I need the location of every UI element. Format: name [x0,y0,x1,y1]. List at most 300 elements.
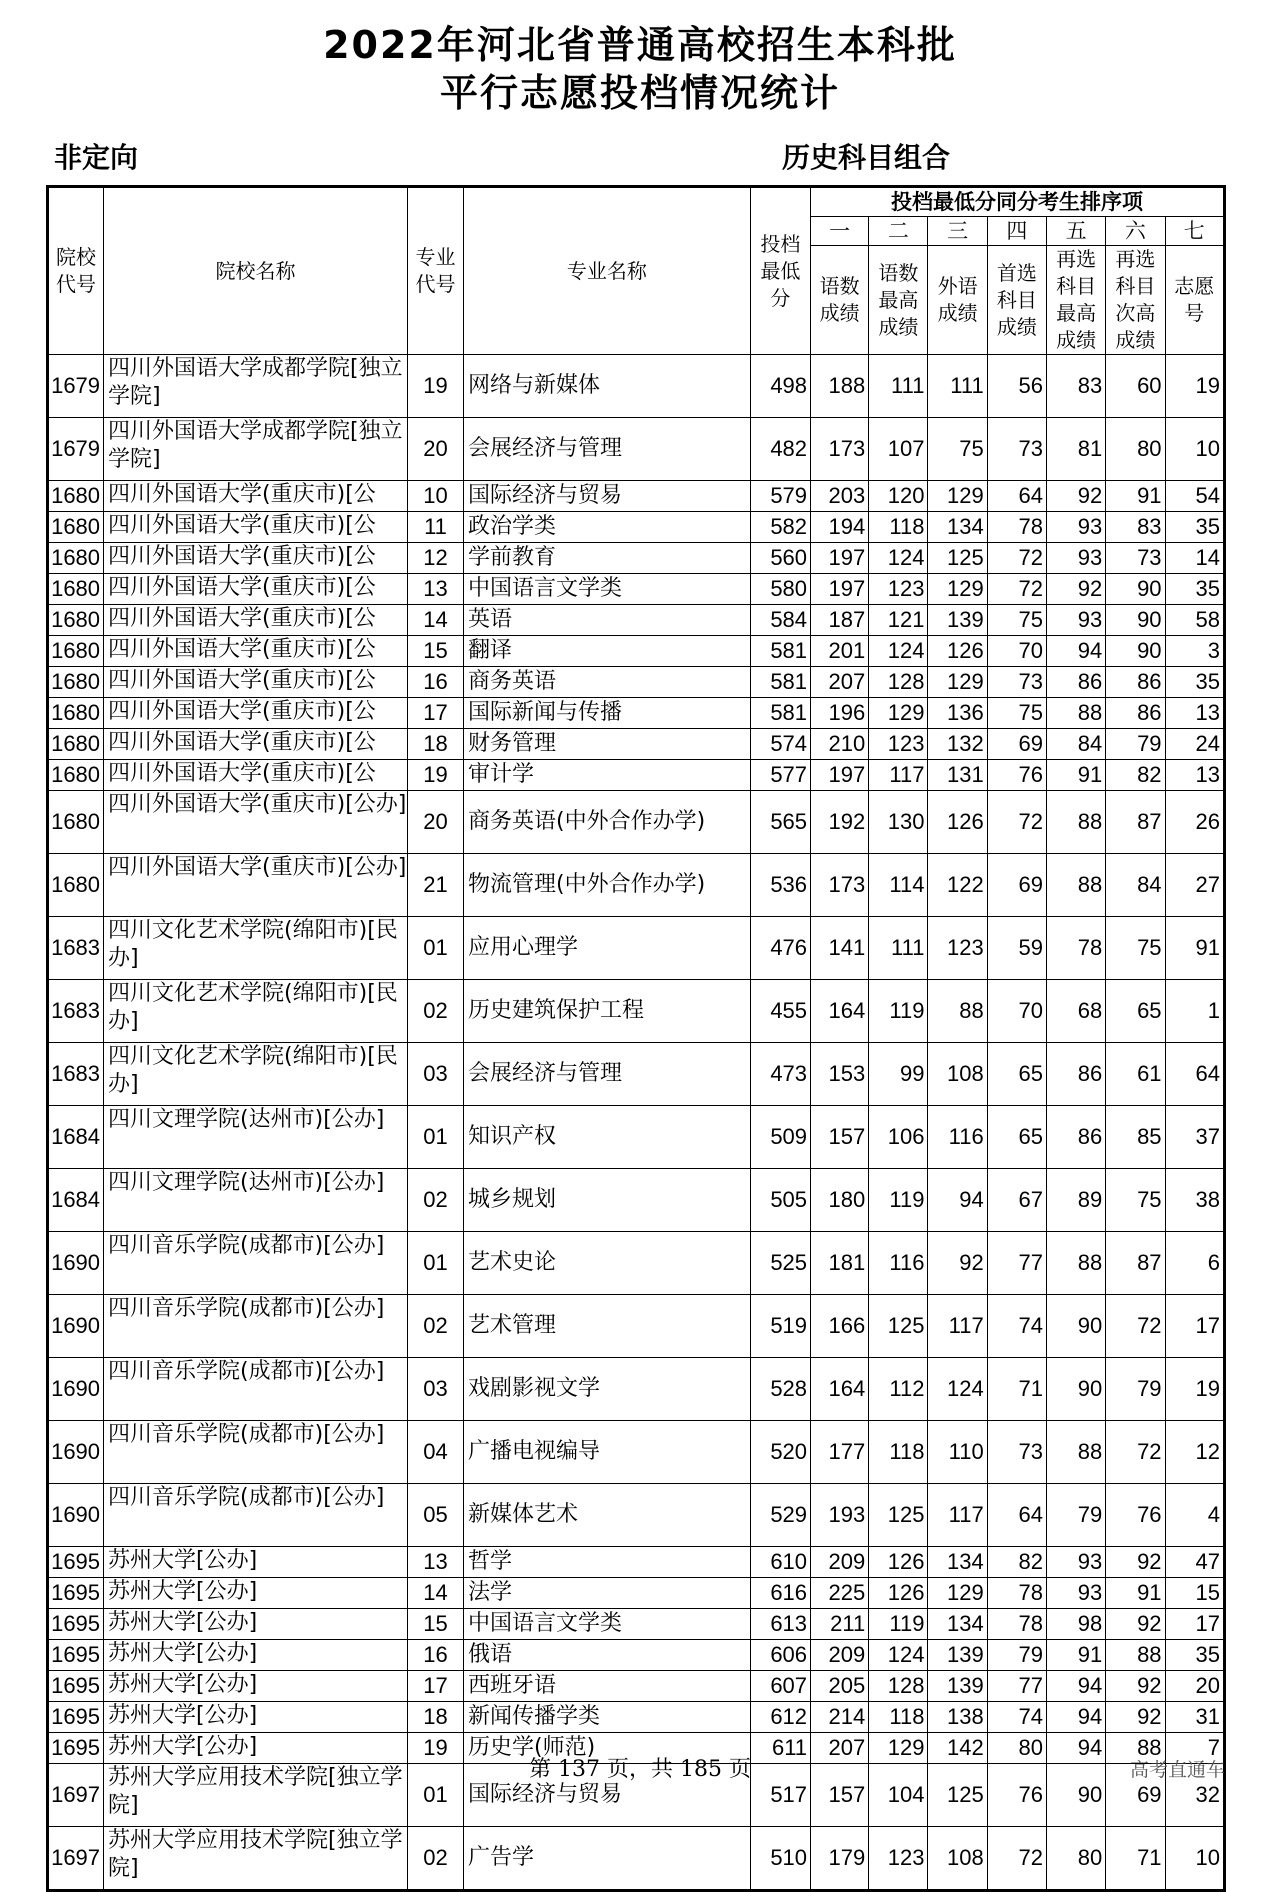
major-name-cell: 商务英语 [464,667,751,698]
min-score-cell: 581 [750,667,810,698]
school-name-cell: 苏州大学应用技术学院[独立学院] [104,1827,408,1891]
major-code-cell: 10 [407,481,463,512]
school-name-cell: 四川文化艺术学院(绵阳市)[民办] [104,980,408,1043]
tie-value-cell: 90 [1047,1295,1106,1358]
tie-value-cell: 26 [1165,791,1224,854]
tie-value-cell: 71 [1106,1827,1165,1891]
table-row [48,1232,1225,1295]
school-code-cell: 1680 [48,574,104,605]
school-code-cell: 1697 [48,1827,104,1891]
tie-value-cell: 181 [811,1232,869,1295]
major-name-cell: 广告学 [464,1827,751,1891]
min-score-cell: 510 [750,1827,810,1891]
tie-value-cell: 117 [928,1295,987,1358]
tie-value-cell: 139 [928,605,987,636]
school-code-cell: 1680 [48,481,104,512]
major-name-cell: 审计学 [464,760,751,791]
school-name-cell: 苏州大学[公办] [104,1547,408,1578]
header-major-name: 专业名称 [464,187,751,355]
tie-value-cell: 35 [1165,1640,1224,1671]
tie-value-cell: 136 [928,698,987,729]
tie-value-cell: 76 [987,760,1046,791]
school-name-cell: 四川外国语大学(重庆市)[公 [104,636,408,667]
tie-value-cell: 35 [1165,512,1224,543]
tie-value-cell: 104 [869,1764,928,1827]
school-code-cell: 1680 [48,667,104,698]
tie-value-cell: 120 [869,481,928,512]
tie-value-cell: 72 [1106,1295,1165,1358]
major-name-cell: 西班牙语 [464,1671,751,1702]
tie-value-cell: 94 [1047,1702,1106,1733]
tie-value-cell: 65 [987,1043,1046,1106]
tie-value-cell: 130 [869,791,928,854]
major-name-cell: 政治学类 [464,512,751,543]
tie-value-cell: 225 [811,1578,869,1609]
tie-value-cell: 126 [869,1547,928,1578]
header-tie-number: 一 [811,217,869,246]
tie-value-cell: 60 [1106,355,1165,418]
tie-value-cell: 131 [928,760,987,791]
school-name-cell: 四川音乐学院(成都市)[公办] [104,1358,408,1421]
tie-value-cell: 82 [1106,760,1165,791]
school-name-cell: 四川外国语大学(重庆市)[公 [104,543,408,574]
table-row [48,1295,1225,1358]
min-score-cell: 519 [750,1295,810,1358]
school-code-cell: 1679 [48,355,104,418]
major-name-cell: 艺术管理 [464,1295,751,1358]
tie-value-cell: 177 [811,1421,869,1484]
school-name-cell: 四川外国语大学(重庆市)[公 [104,698,408,729]
tie-value-cell: 65 [1106,980,1165,1043]
min-score-cell: 565 [750,791,810,854]
tie-value-cell: 75 [1106,917,1165,980]
tie-value-cell: 118 [869,1421,928,1484]
tie-value-cell: 86 [1106,667,1165,698]
tie-value-cell: 78 [987,512,1046,543]
tie-value-cell: 180 [811,1169,869,1232]
major-code-cell: 18 [407,729,463,760]
table-row [48,1106,1225,1169]
tie-value-cell: 67 [987,1169,1046,1232]
table-row [48,574,1225,605]
school-name-cell: 苏州大学[公办] [104,1640,408,1671]
school-code-cell: 1680 [48,636,104,667]
tie-value-cell: 166 [811,1295,869,1358]
tie-value-cell: 107 [869,418,928,481]
school-code-cell: 1680 [48,698,104,729]
tie-value-cell: 69 [1106,1764,1165,1827]
school-code-cell: 1690 [48,1421,104,1484]
tie-value-cell: 117 [928,1484,987,1547]
school-code-cell: 1684 [48,1106,104,1169]
min-score-cell: 528 [750,1358,810,1421]
page-subtitle: 平行志愿投档情况统计 [439,71,840,115]
tie-value-cell: 126 [869,1578,928,1609]
school-code-cell: 1690 [48,1232,104,1295]
tie-value-cell: 111 [869,917,928,980]
tie-value-cell: 85 [1106,1106,1165,1169]
tie-value-cell: 125 [869,1484,928,1547]
tie-value-cell: 71 [987,1358,1046,1421]
tie-value-cell: 194 [811,512,869,543]
school-code-cell: 1684 [48,1169,104,1232]
min-score-cell: 607 [750,1671,810,1702]
tie-value-cell: 123 [869,1827,928,1891]
tie-value-cell: 76 [1106,1484,1165,1547]
tie-value-cell: 118 [869,512,928,543]
major-code-cell: 19 [407,760,463,791]
tie-value-cell: 93 [1047,1578,1106,1609]
tie-value-cell: 88 [1047,1421,1106,1484]
tie-value-cell: 129 [928,667,987,698]
tie-value-cell: 209 [811,1640,869,1671]
tie-value-cell: 118 [869,1702,928,1733]
tie-value-cell: 129 [869,698,928,729]
tie-value-cell: 124 [869,543,928,574]
tie-value-cell: 90 [1106,574,1165,605]
tie-value-cell: 92 [1106,1702,1165,1733]
school-code-cell: 1680 [48,854,104,917]
min-score-cell: 509 [750,1106,810,1169]
table-row [48,1169,1225,1232]
table-row [48,1578,1225,1609]
major-code-cell: 17 [407,1671,463,1702]
table-row [48,791,1225,854]
tie-value-cell: 91 [1106,481,1165,512]
tie-value-cell: 92 [928,1232,987,1295]
tie-value-cell: 70 [987,636,1046,667]
tie-value-cell: 124 [869,1640,928,1671]
major-code-cell: 18 [407,1702,463,1733]
tie-value-cell: 92 [1047,574,1106,605]
tie-value-cell: 58 [1165,605,1224,636]
tie-value-cell: 73 [987,1421,1046,1484]
tie-value-cell: 24 [1165,729,1224,760]
table-row [48,917,1225,980]
tie-value-cell: 123 [869,729,928,760]
tie-value-cell: 201 [811,636,869,667]
school-code-cell: 1680 [48,512,104,543]
tie-value-cell: 92 [1047,481,1106,512]
tie-value-cell: 69 [987,729,1046,760]
tie-value-cell: 7 [1165,1733,1224,1764]
major-code-cell: 03 [407,1358,463,1421]
tie-value-cell: 6 [1165,1232,1224,1295]
major-name-cell: 商务英语(中外合作办学) [464,791,751,854]
tie-value-cell: 99 [869,1043,928,1106]
major-code-cell: 14 [407,1578,463,1609]
tie-value-cell: 19 [1165,355,1224,418]
tie-value-cell: 91 [1047,1640,1106,1671]
table-row [48,1421,1225,1484]
major-code-cell: 03 [407,1043,463,1106]
min-score-cell: 476 [750,917,810,980]
header-tie-label: 外语成绩 [928,246,987,355]
min-score-cell: 498 [750,355,810,418]
tie-value-cell: 86 [1047,1106,1106,1169]
min-score-cell: 582 [750,512,810,543]
major-code-cell: 20 [407,418,463,481]
tie-value-cell: 121 [869,605,928,636]
tie-value-cell: 111 [869,355,928,418]
major-name-cell: 学前教育 [464,543,751,574]
major-name-cell: 艺术史论 [464,1232,751,1295]
table-row [48,980,1225,1043]
tie-value-cell: 65 [987,1106,1046,1169]
tie-value-cell: 80 [1106,418,1165,481]
tie-value-cell: 35 [1165,667,1224,698]
tie-value-cell: 91 [1047,760,1106,791]
tie-value-cell: 164 [811,980,869,1043]
tie-value-cell: 123 [869,574,928,605]
tie-value-cell: 94 [928,1169,987,1232]
tie-value-cell: 110 [928,1421,987,1484]
major-name-cell: 网络与新媒体 [464,355,751,418]
tie-value-cell: 142 [928,1733,987,1764]
school-name-cell: 苏州大学[公办] [104,1578,408,1609]
tie-value-cell: 88 [928,980,987,1043]
school-code-cell: 1680 [48,543,104,574]
major-code-cell: 02 [407,1295,463,1358]
min-score-cell: 606 [750,1640,810,1671]
tie-value-cell: 157 [811,1106,869,1169]
school-code-cell: 1683 [48,980,104,1043]
tie-value-cell: 17 [1165,1295,1224,1358]
school-name-cell: 苏州大学[公办] [104,1609,408,1640]
table-row [48,729,1225,760]
tie-value-cell: 75 [1106,1169,1165,1232]
min-score-cell: 616 [750,1578,810,1609]
tie-value-cell: 197 [811,543,869,574]
major-code-cell: 02 [407,1169,463,1232]
min-score-cell: 525 [750,1232,810,1295]
tie-value-cell: 32 [1165,1764,1224,1827]
major-code-cell: 02 [407,980,463,1043]
tie-value-cell: 134 [928,1547,987,1578]
table-row [48,543,1225,574]
tie-value-cell: 138 [928,1702,987,1733]
header-tie-number: 六 [1106,217,1165,246]
tie-value-cell: 211 [811,1609,869,1640]
tie-value-cell: 132 [928,729,987,760]
table-row [48,636,1225,667]
school-code-cell: 1690 [48,1295,104,1358]
header-tie-label: 再选科目最高成绩 [1047,246,1106,355]
school-name-cell: 四川外国语大学(重庆市)[公 [104,605,408,636]
tie-value-cell: 122 [928,854,987,917]
tie-value-cell: 106 [869,1106,928,1169]
tie-value-cell: 13 [1165,698,1224,729]
tie-value-cell: 86 [1047,1043,1106,1106]
min-score-cell: 505 [750,1169,810,1232]
tie-value-cell: 129 [869,1733,928,1764]
tie-value-cell: 78 [987,1578,1046,1609]
min-score-cell: 520 [750,1421,810,1484]
header-tie-label: 再选科目次高成绩 [1106,246,1165,355]
min-score-cell: 581 [750,636,810,667]
school-name-cell: 苏州大学[公办] [104,1733,408,1764]
school-code-cell: 1680 [48,605,104,636]
major-code-cell: 17 [407,698,463,729]
header-tie-group: 投档最低分同分考生排序项 [811,187,1225,217]
tie-value-cell: 173 [811,854,869,917]
tie-value-cell: 20 [1165,1671,1224,1702]
admission-table [46,185,1226,1892]
table-row [48,481,1225,512]
tie-value-cell: 119 [869,1169,928,1232]
school-name-cell: 四川外国语大学(重庆市)[公 [104,512,408,543]
tie-value-cell: 80 [987,1733,1046,1764]
table-row [48,1358,1225,1421]
tie-value-cell: 79 [1106,1358,1165,1421]
school-name-cell: 四川音乐学院(成都市)[公办] [104,1484,408,1547]
min-score-cell: 455 [750,980,810,1043]
tie-value-cell: 119 [869,1609,928,1640]
min-score-cell: 482 [750,418,810,481]
tie-value-cell: 116 [869,1232,928,1295]
tie-value-cell: 125 [869,1295,928,1358]
tie-value-cell: 126 [928,791,987,854]
tie-value-cell: 14 [1165,543,1224,574]
tie-value-cell: 13 [1165,760,1224,791]
tie-value-cell: 111 [928,355,987,418]
tie-value-cell: 31 [1165,1702,1224,1733]
tie-value-cell: 72 [987,543,1046,574]
tie-value-cell: 64 [987,1484,1046,1547]
major-code-cell: 13 [407,1547,463,1578]
tie-value-cell: 72 [1106,1421,1165,1484]
tie-value-cell: 87 [1106,1232,1165,1295]
major-code-cell: 16 [407,1640,463,1671]
tie-value-cell: 77 [987,1232,1046,1295]
major-name-cell: 国际新闻与传播 [464,698,751,729]
header-school-code: 院校代号 [48,187,104,355]
school-name-cell: 四川外国语大学(重庆市)[公 [104,729,408,760]
major-name-cell: 会展经济与管理 [464,418,751,481]
major-code-cell: 01 [407,1106,463,1169]
tie-value-cell: 92 [1106,1671,1165,1702]
tie-value-cell: 125 [928,543,987,574]
tie-value-cell: 92 [1106,1547,1165,1578]
tie-value-cell: 128 [869,667,928,698]
tie-value-cell: 76 [987,1764,1046,1827]
school-code-cell: 1695 [48,1733,104,1764]
tie-value-cell: 197 [811,574,869,605]
tie-value-cell: 15 [1165,1578,1224,1609]
min-score-cell: 529 [750,1484,810,1547]
tie-value-cell: 75 [987,698,1046,729]
tie-value-cell: 88 [1047,791,1106,854]
tie-value-cell: 74 [987,1295,1046,1358]
tie-value-cell: 4 [1165,1484,1224,1547]
table-row [48,1671,1225,1702]
tie-value-cell: 153 [811,1043,869,1106]
header-major-code: 专业代号 [407,187,463,355]
header-tie-label: 首选科目成绩 [987,246,1046,355]
table-row [48,854,1225,917]
school-code-cell: 1695 [48,1547,104,1578]
school-code-cell: 1683 [48,917,104,980]
tie-value-cell: 117 [869,760,928,791]
tie-value-cell: 82 [987,1547,1046,1578]
tie-value-cell: 68 [1047,980,1106,1043]
school-name-cell: 四川外国语大学(重庆市)[公办] [104,854,408,917]
table-row [48,418,1225,481]
min-score-cell: 611 [750,1733,810,1764]
tie-value-cell: 192 [811,791,869,854]
tie-value-cell: 203 [811,481,869,512]
tie-value-cell: 73 [987,418,1046,481]
tie-value-cell: 188 [811,355,869,418]
header-school-name: 院校名称 [104,187,408,355]
header-tie-number: 五 [1047,217,1106,246]
tie-value-cell: 173 [811,418,869,481]
tie-value-cell: 61 [1106,1043,1165,1106]
tie-value-cell: 79 [1047,1484,1106,1547]
major-name-cell: 广播电视编导 [464,1421,751,1484]
table-row [48,1827,1225,1891]
major-name-cell: 财务管理 [464,729,751,760]
header-min-score: 投档最低分 [750,187,810,355]
tie-value-cell: 187 [811,605,869,636]
table-row [48,1702,1225,1733]
tie-value-cell: 134 [928,512,987,543]
subject-group-label: 历史科目组合 [782,141,951,174]
tie-value-cell: 197 [811,760,869,791]
tie-value-cell: 75 [987,605,1046,636]
min-score-cell: 613 [750,1609,810,1640]
tie-value-cell: 79 [1106,729,1165,760]
tie-value-cell: 83 [1047,355,1106,418]
school-code-cell: 1697 [48,1764,104,1827]
tie-value-cell: 119 [869,980,928,1043]
school-code-cell: 1683 [48,1043,104,1106]
tie-value-cell: 54 [1165,481,1224,512]
major-name-cell: 国际经济与贸易 [464,1764,751,1827]
tie-value-cell: 94 [1047,1671,1106,1702]
table-row [48,1640,1225,1671]
tie-value-cell: 86 [1106,698,1165,729]
tie-value-cell: 108 [928,1827,987,1891]
table-row [48,1609,1225,1640]
tie-value-cell: 93 [1047,1547,1106,1578]
school-name-cell: 四川文理学院(达州市)[公办] [104,1169,408,1232]
tie-value-cell: 124 [928,1358,987,1421]
tie-value-cell: 87 [1106,791,1165,854]
major-code-cell: 19 [407,355,463,418]
major-name-cell: 哲学 [464,1547,751,1578]
tie-value-cell: 90 [1106,636,1165,667]
major-code-cell: 15 [407,1609,463,1640]
min-score-cell: 517 [750,1764,810,1827]
min-score-cell: 560 [750,543,810,574]
tie-value-cell: 90 [1047,1764,1106,1827]
school-code-cell: 1690 [48,1484,104,1547]
tie-value-cell: 70 [987,980,1046,1043]
school-code-cell: 1680 [48,729,104,760]
school-name-cell: 四川外国语大学(重庆市)[公 [104,481,408,512]
tie-value-cell: 86 [1047,667,1106,698]
tie-value-cell: 79 [987,1640,1046,1671]
major-name-cell: 应用心理学 [464,917,751,980]
tie-value-cell: 89 [1047,1169,1106,1232]
tie-value-cell: 10 [1165,1827,1224,1891]
tie-value-cell: 91 [1106,1578,1165,1609]
major-code-cell: 12 [407,543,463,574]
tie-value-cell: 94 [1047,1733,1106,1764]
major-name-cell: 知识产权 [464,1106,751,1169]
header-tie-label: 语数成绩 [811,246,869,355]
